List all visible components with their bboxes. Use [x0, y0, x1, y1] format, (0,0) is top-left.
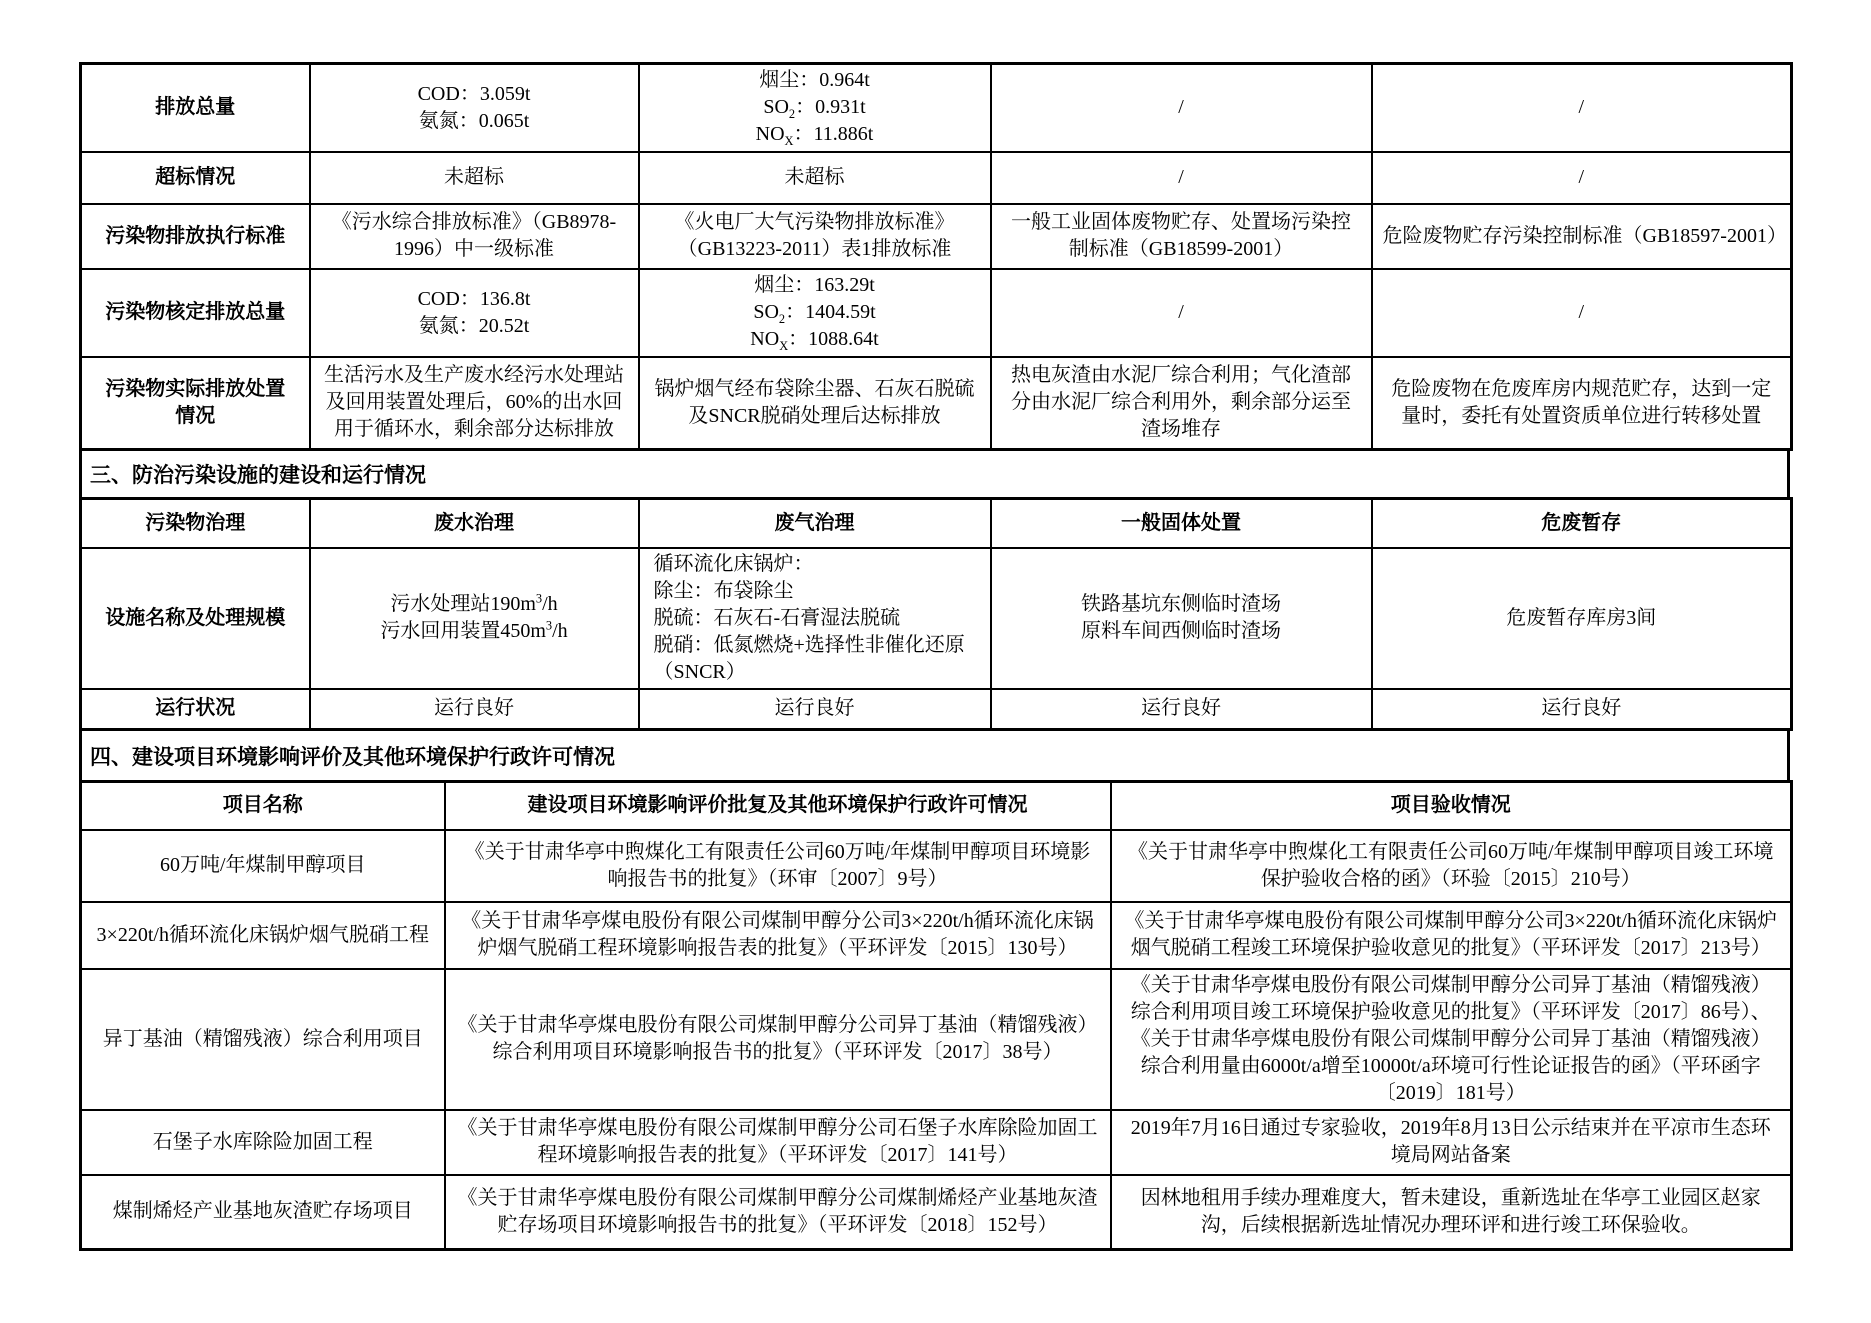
table-cell: 生活污水及生产废水经污水处理站及回用装置处理后，60%的出水回用于循环水，剩余部分达标排放 — [310, 357, 639, 450]
table-row — [81, 1175, 1792, 1250]
table-cell: 未超标 — [310, 152, 639, 204]
table-cell: 危险废物贮存污染控制标准（GB18597-2001） — [1372, 204, 1792, 269]
table-cell: / — [1372, 269, 1792, 357]
table-cell: COD：136.8t 氨氮：20.52t — [310, 269, 639, 357]
project-name-cell: 60万吨/年煤制甲醇项目 — [81, 830, 445, 902]
row-label: 设施名称及处理规模 — [81, 548, 310, 689]
row-label: 污染物排放执行标准 — [81, 204, 310, 269]
table-cell: 污水处理站$190m^3/h$ 污水回用装置$450m^3/h$ — [310, 548, 639, 689]
table-cell: 烟尘：163.29t $SO_2$：1404.59t $NO_X$：1088.64t — [639, 269, 991, 357]
approval-cell: 《关于甘肃华亭中煦煤化工有限责任公司60万吨/年煤制甲醇项目环境影响报告书的批复》（环审〔2007〕9号） — [445, 830, 1111, 902]
row-label: 污染物实际排放处置情况 — [81, 357, 310, 450]
table-row — [81, 902, 1792, 969]
table-cell: 《污水综合排放标准》（GB8978-1996）中一级标准 — [310, 204, 639, 269]
approval-cell: 《关于甘肃华亭煤电股份有限公司煤制甲醇分公司异丁基油（精馏残液）综合利用项目环境影响报告书的批复》（平环评发〔2017〕38号） — [445, 969, 1111, 1110]
row-label: 污染物核定排放总量 — [81, 269, 310, 357]
table-cell: 危废暂存库房3间 — [1372, 548, 1792, 689]
table-cell: 铁路基坑东侧临时渣场 原料车间西侧临时渣场 — [991, 548, 1372, 689]
table-cell: / — [1372, 152, 1792, 204]
section4-title: 四、建设项目环境影响评价及其他环境保护行政许可情况 — [79, 731, 1790, 780]
acceptance-cell: 《关于甘肃华亭煤电股份有限公司煤制甲醇分公司异丁基油（精馏残液）综合利用项目竣工环境保护验收意见的批复》（平环评发〔2017〕86号）、《关于甘肃华亭煤电股份有限公司煤制甲醇分公司异丁基油（精馏残液）综合利用量由6000t/a增至10000t/a环境可行性论证报告的函》（平环函字〔2019〕181号） — [1111, 969, 1792, 1110]
header-row — [81, 499, 1792, 548]
section3-title: 三、防治污染设施的建设和运行情况 — [79, 451, 1790, 497]
table-row — [81, 830, 1792, 902]
column-header: 一般固体处置 — [991, 499, 1372, 548]
table-cell: / — [991, 64, 1372, 152]
table-row — [81, 1110, 1792, 1175]
column-header: 污染物治理 — [81, 499, 310, 548]
table-row — [81, 357, 1792, 450]
column-header: 废水治理 — [310, 499, 639, 548]
column-header: 危废暂存 — [1372, 499, 1792, 548]
acceptance-cell: 2019年7月16日通过专家验收，2019年8月13日公示结束并在平凉市生态环境局网站备案 — [1111, 1110, 1792, 1175]
table-cell: 热电灰渣由水泥厂综合利用；气化渣部分由水泥厂综合利用外，剩余部分运至渣场堆存 — [991, 357, 1372, 450]
project-name-cell: 异丁基油（精馏残液）综合利用项目 — [81, 969, 445, 1110]
row-label: 超标情况 — [81, 152, 310, 204]
table-cell: 一般工业固体废物贮存、处置场污染控制标准（GB18599-2001） — [991, 204, 1372, 269]
approval-cell: 《关于甘肃华亭煤电股份有限公司煤制甲醇分公司煤制烯烃产业基地灰渣贮存场项目环境影响报告书的批复》（平环评发〔2018〕152号） — [445, 1175, 1111, 1250]
table-cell: 运行良好 — [991, 689, 1372, 730]
eia-approval-table — [79, 780, 1793, 1251]
table-row — [81, 64, 1792, 152]
column-header: 建设项目环境影响评价批复及其他环境保护行政许可情况 — [445, 782, 1111, 830]
approval-cell: 《关于甘肃华亭煤电股份有限公司煤制甲醇分公司3×220t/h循环流化床锅炉烟气脱硝工程环境影响报告表的批复》（平环评发〔2015〕130号） — [445, 902, 1111, 969]
table-cell: 运行良好 — [639, 689, 991, 730]
table-row — [81, 269, 1792, 357]
project-name-cell: 煤制烯烃产业基地灰渣贮存场项目 — [81, 1175, 445, 1250]
column-header: 项目名称 — [81, 782, 445, 830]
table-row — [81, 548, 1792, 689]
project-name-cell: 石堡子水库除险加固工程 — [81, 1110, 445, 1175]
report-body — [79, 62, 1790, 1251]
column-header: 废气治理 — [639, 499, 991, 548]
row-label: 排放总量 — [81, 64, 310, 152]
table-row — [81, 969, 1792, 1110]
table-cell: 锅炉烟气经布袋除尘器、石灰石脱硫及SNCR脱硝处理后达标排放 — [639, 357, 991, 450]
table-row — [81, 152, 1792, 204]
table-cell: 未超标 — [639, 152, 991, 204]
column-header: 项目验收情况 — [1111, 782, 1792, 830]
emissions-table — [79, 62, 1793, 451]
facilities-table — [79, 497, 1793, 731]
table-cell: 循环流化床锅炉： 除尘：布袋除尘 脱硫：石灰石-石膏湿法脱硫 脱硝：低氮燃烧+选择性非催化还原 （SNCR） — [639, 548, 991, 689]
header-row — [81, 782, 1792, 830]
table-cell: / — [991, 152, 1372, 204]
acceptance-cell: 《关于甘肃华亭煤电股份有限公司煤制甲醇分公司3×220t/h循环流化床锅炉烟气脱硝工程竣工环境保护验收意见的批复》（平环评发〔2017〕213号） — [1111, 902, 1792, 969]
table-row — [81, 689, 1792, 730]
acceptance-cell: 因林地租用手续办理难度大，暂未建设，重新选址在华亭工业园区赵家沟，后续根据新选址情况办理环评和进行竣工环保验收。 — [1111, 1175, 1792, 1250]
approval-cell: 《关于甘肃华亭煤电股份有限公司煤制甲醇分公司石堡子水库除险加固工程环境影响报告表的批复》（平环评发〔2017〕141号） — [445, 1110, 1111, 1175]
table-cell: 运行良好 — [310, 689, 639, 730]
table-cell: 《火电厂大气污染物排放标准》（GB13223-2011）表1排放标准 — [639, 204, 991, 269]
table-cell: / — [1372, 64, 1792, 152]
acceptance-cell: 《关于甘肃华亭中煦煤化工有限责任公司60万吨/年煤制甲醇项目竣工环境保护验收合格的函》（环验〔2015〕210号） — [1111, 830, 1792, 902]
table-cell: COD：3.059t 氨氮：0.065t — [310, 64, 639, 152]
table-cell: 危险废物在危废库房内规范贮存，达到一定量时，委托有处置资质单位进行转移处置 — [1372, 357, 1792, 450]
table-row — [81, 204, 1792, 269]
table-cell: 运行良好 — [1372, 689, 1792, 730]
project-name-cell: 3×220t/h循环流化床锅炉烟气脱硝工程 — [81, 902, 445, 969]
table-cell: / — [991, 269, 1372, 357]
row-label: 运行状况 — [81, 689, 310, 730]
table-cell: 烟尘：0.964t $SO_2$：0.931t $NO_X$：11.886t — [639, 64, 991, 152]
